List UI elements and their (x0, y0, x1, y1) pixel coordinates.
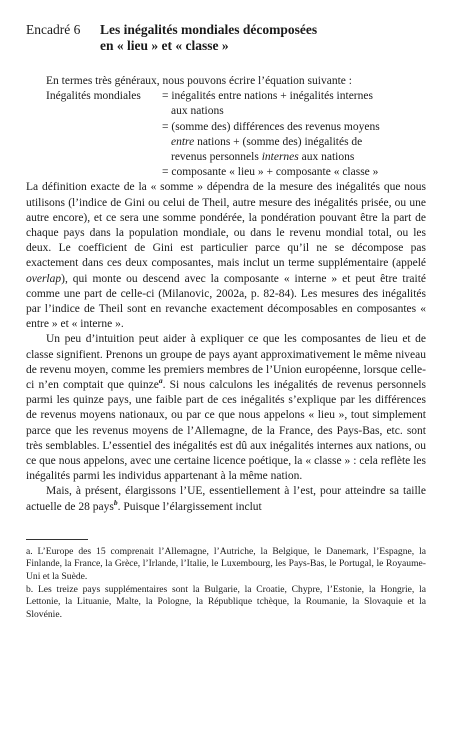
footnote-a: a. L’Europe des 15 comprenait l’Allemagne, l’Autriche, la Belgique, le Danemark, l’Espagne, la Finlande, la France, la Grèce, l’Irlande, l’Italie, le Luxembourg, les Pays-Bas, le Portugal, le Royaume-Uni et la Suède. (26, 545, 426, 583)
equation-line-2c-post: aux nations (298, 151, 355, 164)
equation-line-2-cont2 (162, 150, 426, 165)
box-header (26, 22, 426, 54)
box-title-line-2: en « lieu » et « classe » (100, 38, 229, 53)
document-page (26, 22, 426, 621)
paragraph-1 (26, 180, 426, 332)
footnote-ref-b[interactable]: b (113, 497, 118, 507)
paragraph-1-b: ), qui monte ou descend avec la composante « interne » et peut être traité comme une part de celle-ci (Milanovic, 2002a, p. 82-84). Les mesures des inégalités par l’indice de Theil sont en revanche exactement décomposables en composantes « entre » et « interne ». (26, 272, 426, 331)
box-title-line-1: Les inégalités mondiales décomposées (100, 22, 318, 37)
paragraph-2-a: Un peu d’intuition peut aider à expliquer ce que les composantes de lieu et de classe signifient. Prenons un groupe de pays ayant approximativement le même niveau de revenu moyen, comme les premiers membres de l’Union européenne, lorsque celle-ci n’en comptait que quinze (26, 333, 426, 392)
emphasis-overlap: overlap (26, 272, 62, 285)
equation-rhs (162, 89, 426, 180)
footnote-b: b. Les treize pays supplémentaires sont la Bulgarie, la Croatie, Chypre, l’Estonie, la Hongrie, la Lettonie, la Lituanie, Malte, la Pologne, la République tchèque, la Roumanie, la Slovaquie et la Slovénie. (26, 583, 426, 620)
paragraph-3-b: . Puisque l’élargissement inclut (117, 500, 262, 513)
paragraph-2 (26, 332, 426, 484)
footnote-ref-a[interactable]: a (158, 376, 163, 386)
equation-line-1-cont: aux nations (171, 105, 224, 118)
equation-line-2-cont (162, 135, 426, 150)
equation-line-2: = (somme des) différences des revenus moyens (162, 120, 380, 133)
equation-lhs: Inégalités mondiales (46, 90, 141, 103)
equation-block (26, 89, 426, 180)
box-label: Encadré 6 (26, 22, 81, 37)
equation-line-3: = composante « lieu » + composante « classe » (162, 166, 379, 179)
equation-line-2-rest: nations + (somme des) inégalités de (194, 135, 363, 148)
paragraph-1-a: La définition exacte de la « somme » dépendra de la mesure des inégalités que nous utilisons (l’indice de Gini ou celui de Theil, autre mesure des inégalités prisée, ou une autre encore), et ce sera une somme pondérée, la pondération pouvant être la part de chaque pays dans la population mondiale, ou dans le revenu mondial total, ou les deux. Le coefficient de Gini est particulier parce qu’il ne se décompose pas exactement dans ces deux composantes, mais inclut un terme supplémentaire (appelé (26, 181, 426, 270)
emphasis-entre: entre (171, 135, 195, 148)
paragraph-3 (26, 484, 426, 514)
paragraph-2-b: . Si nous calculons les inégalités de revenus personnels parmi les quinze pays, une faible part de ces inégalités s’explique par les différences de revenus moyens nationaux, ou par ce que nous appelons « lieu », tout simplement parce que les revenus moyens de l’Allemagne, de la France, des Pays-Bas, etc. sont très semblables. L’essentiel des inégalités est dû aux inégalités internes aux nations, ou ce que nous appelons, avec une certaine licence poétique, la « classe » : cela reflète les inégalités parmi les individus appartenant à la même nation. (26, 379, 427, 483)
box-title (100, 22, 317, 54)
equation-intro: En termes très généraux, nous pouvons écrire l’équation suivante : (46, 75, 352, 87)
footnote-divider (26, 539, 88, 540)
equation-line-1: = inégalités entre nations + inégalités internes (162, 90, 373, 103)
equation-line-2c-pre: revenus personnels (171, 151, 262, 164)
paragraph-3-a: Mais, à présent, élargissons l’UE, essentiellement à l’est, pour atteindre sa taille actuelle de 28 pays (26, 485, 426, 513)
emphasis-internes: internes (261, 151, 299, 164)
